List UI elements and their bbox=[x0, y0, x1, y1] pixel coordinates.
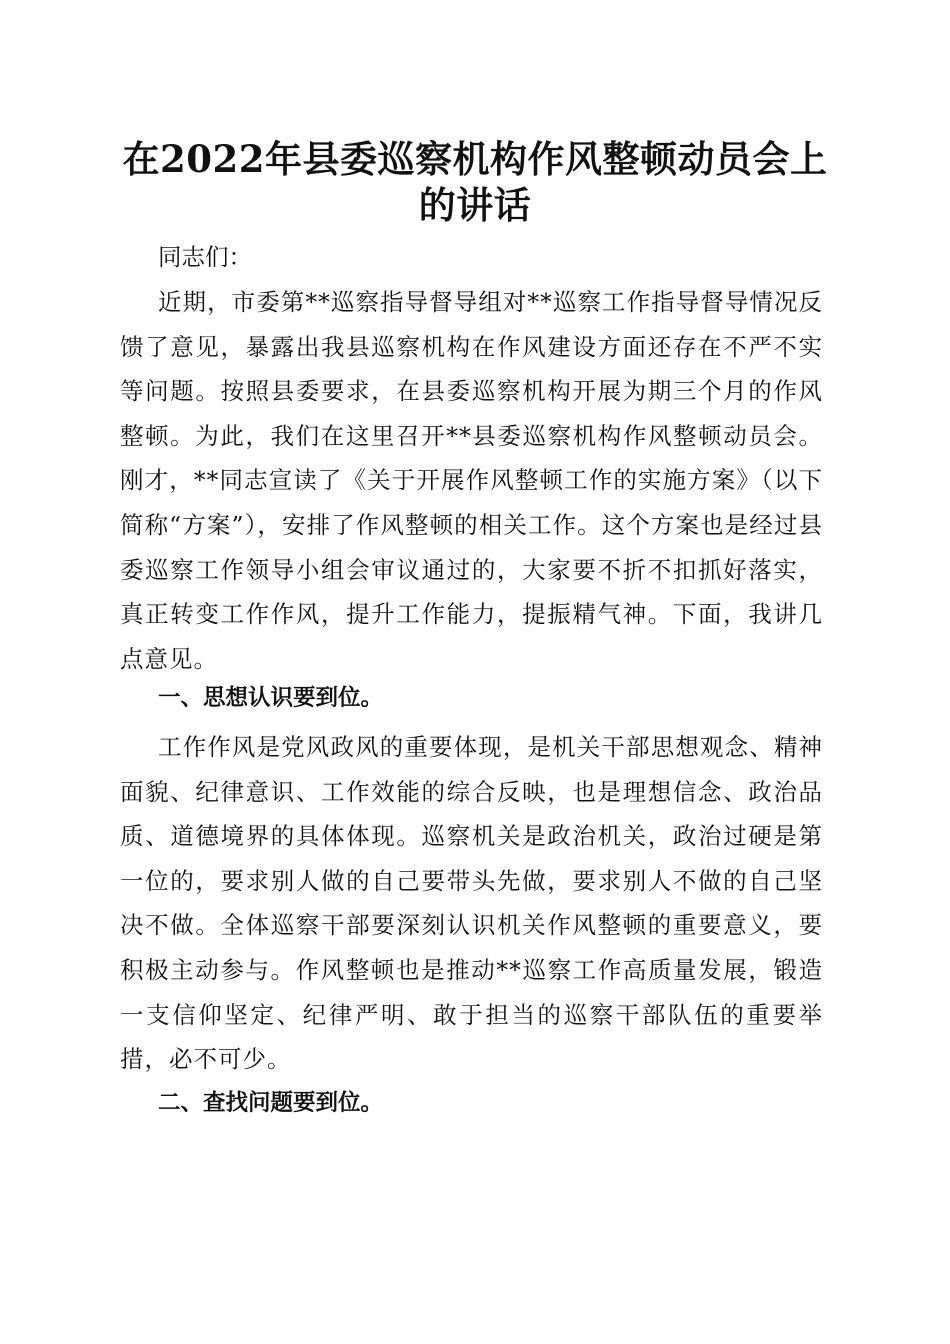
salutation: 同志们： bbox=[158, 243, 252, 271]
section-heading-2: 二、查找问题要到位。 bbox=[158, 1090, 384, 1116]
paragraph-intro: 近期，市委第**巡察指导督导组对**巡察工作指导督导情况反馈了意见，暴露出我县巡察机构在作风建设方面还存在不严不实等问题。按照县委要求，在县委巡察机构开展为期三个月的作风整顿。为此，我们在这里召开**县委巡察机构作风整顿动员会。刚才，**同志宣读了《关于开展作风整顿工作的实施方案》（以下简称“方案”），安排了作风整顿的相关工作。这个方案也是经过县委巡察工作领导小组会审议通过的，大家要不折不扣抓好落实，真正转变工作作风，提升工作能力，提振精气神。下面，我讲几点意见。 bbox=[120, 288, 823, 673]
section-heading-1: 一、思想认识要到位。 bbox=[158, 685, 384, 711]
paragraph-section-1: 工作作风是党风政风的重要体现，是机关干部思想观念、精神面貌、纪律意识、工作效能的综合反映，也是理想信念、政治品质、道德境界的具体体现。巡察机关是政治机关，政治过硬是第一位的，要求别人做的自己要带头先做，要求别人不做的自己坚决不做。全体巡察干部要深刻认识机关作风整顿的重要意义，要积极主动参与。作风整顿也是推动**巡察工作高质量发展，锻造一支信仰坚定、纪律严明、敢于担当的巡察干部队伍的重要举措，必不可少。 bbox=[120, 733, 823, 1074]
document-title: 在2022年县委巡察机构作风整顿动员会上的讲话 bbox=[122, 137, 828, 227]
